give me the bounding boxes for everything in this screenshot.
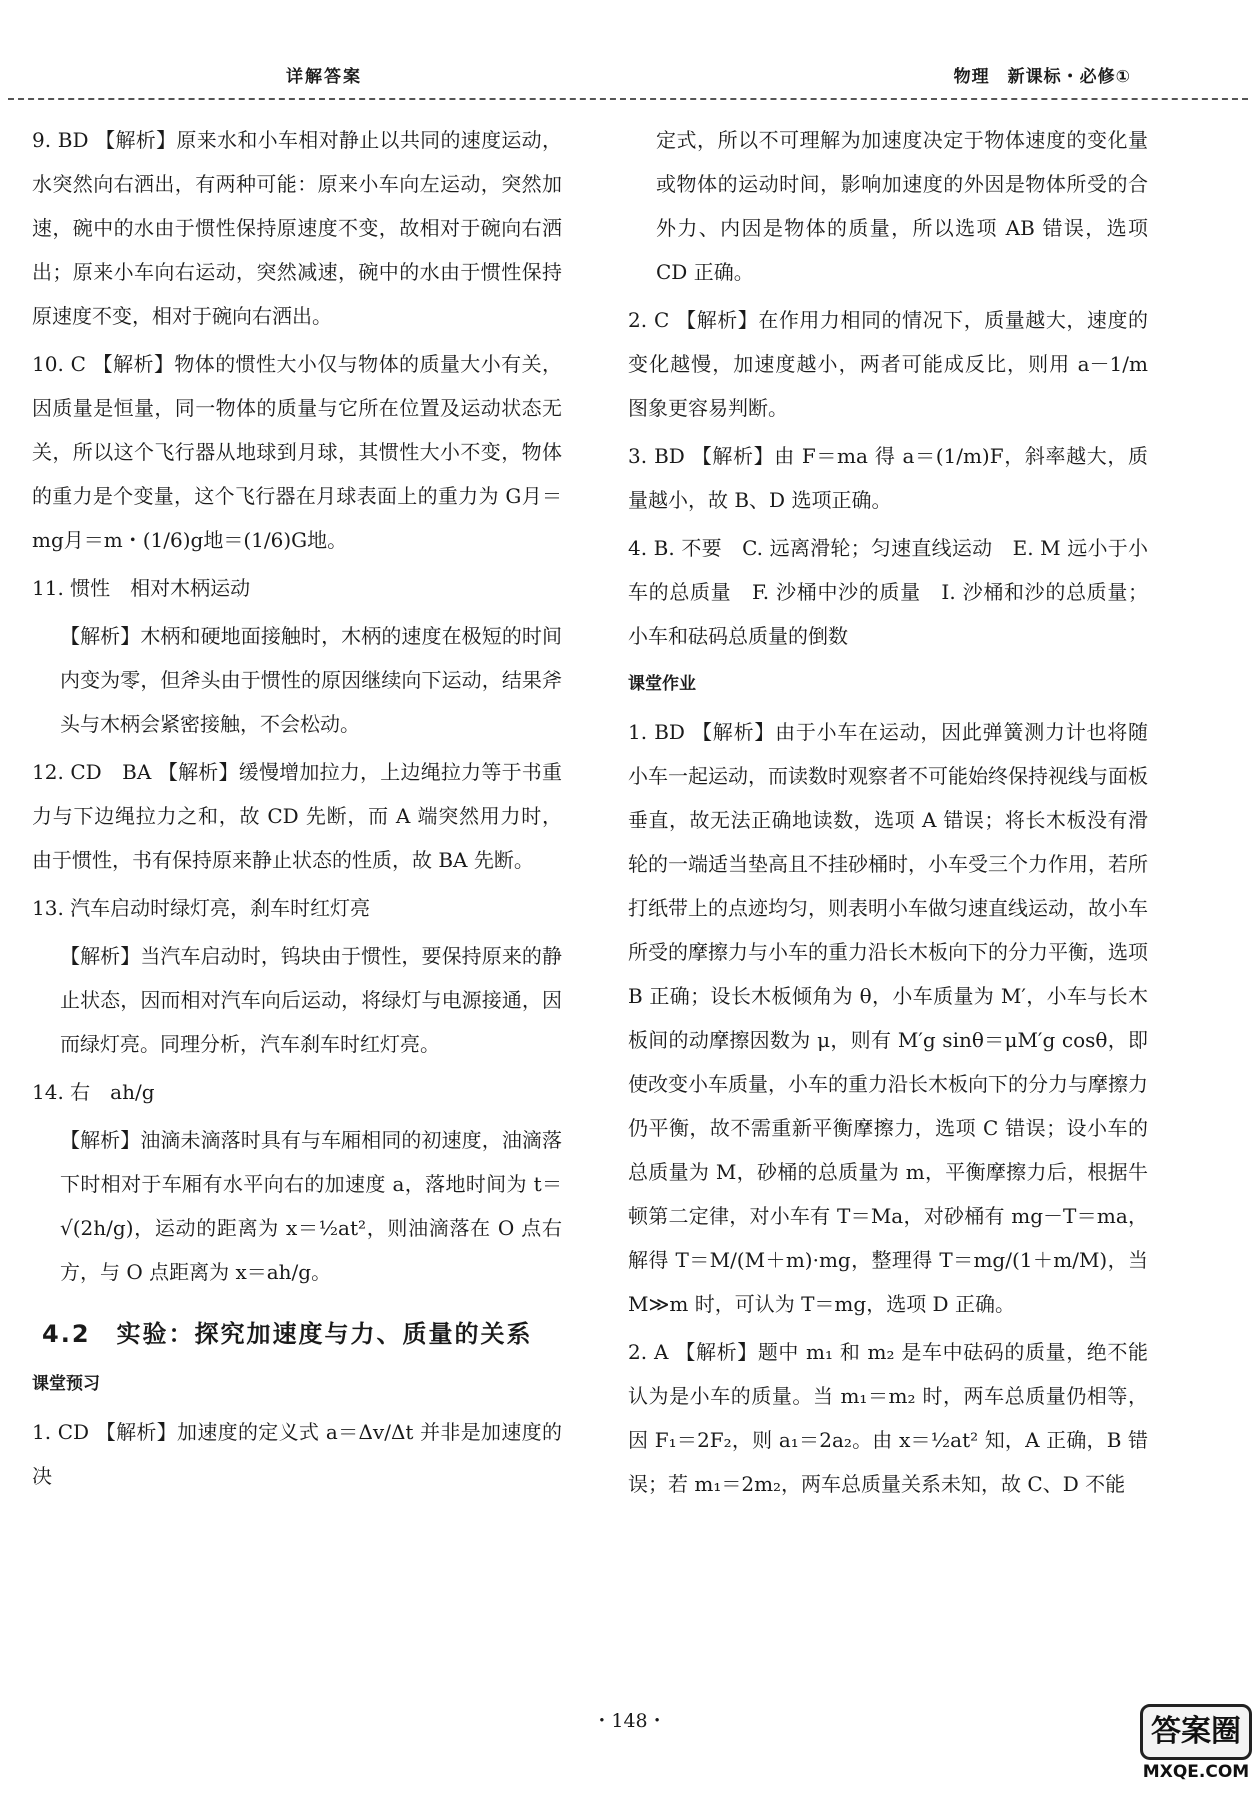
answer-q9: 9. BD 【解析】原来水和小车相对静止以共同的速度运动，水突然向右洒出，有两种可能：原来小车向左运动，突然加速，碗中的水由于惯性保持原速度不变，故相对于碗向右洒出；原来小车向右运动，突然减速，碗中的水由于惯性保持原速度不变，相对于碗向右洒出。 (32, 128, 562, 328)
answer-homework-1: 1. BD 【解析】由于小车在运动，因此弹簧测力计也将随小车一起运动，而读数时观察者不可能始终保持视线与面板垂直，故无法正确地读数，选项 A 错误；将长木板没有滑轮的一端适当垫高且不挂砂桶时，小车受三个力作用，若所打纸带上的点迹均匀，则表明小车做匀速直线运动，故小车所受的摩擦力与小车的重力沿长木板向下的分力平衡，选项 B 正确；设长木板倾角为 θ，小车质量为 M′，小车与长木板间的动摩擦因数为 μ，则有 M′g sinθ＝μM′g cosθ，即使改变小车质量，小车的重力沿长木板向下的分力与摩擦力仍平衡，故不需重新平衡摩擦力，选项 C 错误；设小车的总质量为 M，砂桶的总质量为 m，平衡摩擦力后，根据牛顿第二定律，对小车有 T＝Ma，对砂桶有 mg－T＝ma，解得 T＝M/(M＋m)·mg，整理得 T＝mg/(1＋m/M)，当 M≫m 时，可认为 T＝mg，选项 D 正确。 (628, 720, 1148, 1316)
header-divider (8, 98, 1248, 100)
answer-homework-2: 2. A 【解析】题中 m₁ 和 m₂ 是车中砝码的质量，绝不能认为是小车的质量。当 m₁＝m₂ 时，两车总质量仍相等，因 F₁＝2F₂，则 a₁＝2a₂。由 x＝½at² 知，A 正确，B 错误；若 m₁＝2m₂，两车总质量关系未知，故 C、D 不能 (628, 1340, 1148, 1496)
header-left-title: 详解答案 (286, 67, 362, 87)
analysis-q13: 【解析】当汽车启动时，钨块由于惯性，要保持原来的静止状态，因而相对汽车向后运动，将绿灯与电源接通，因而绿灯亮。同理分析，汽车刹车时红灯亮。 (60, 944, 562, 1056)
answer-preview-1-cont: 定式，所以不可理解为加速度决定于物体速度的变化量或物体的运动时间，影响加速度的外因是物体所受的合外力、内因是物体的质量，所以选项 AB 错误，选项 CD 正确。 (656, 128, 1148, 284)
watermark-logo (1140, 1704, 1252, 1792)
section-title: 4.2 实验：探究加速度与力、质量的关系 (42, 1320, 533, 1348)
page-header (0, 62, 1259, 98)
subsection-preview: 课堂预习 (32, 1374, 100, 1394)
answer-q10: 10. C 【解析】物体的惯性大小仅与物体的质量大小有关，因质量是恒量，同一物体的质量与它所在位置及运动状态无关，所以这个飞行器从地球到月球，其惯性大小不变，物体的重力是个变量，这个飞行器在月球表面上的重力为 G月＝mg月＝m・(1/6)g地＝(1/6)G地。 (32, 352, 562, 552)
analysis-q14: 【解析】油滴未滴落时具有与车厢相同的初速度，油滴落下时相对于车厢有水平向右的加速度 a，落地时间为 t＝√(2h/g)，运动的距离为 x＝½at²，则油滴落在 O 点右方，与 O 点距离为 x＝ah/g。 (60, 1128, 562, 1284)
left-column (32, 118, 562, 1502)
answer-preview-4: 4. B. 不要 C. 远离滑轮；匀速直线运动 E. M 远小于小车的总质量 F. 沙桶中沙的质量 I. 沙桶和沙的总质量；小车和砝码总质量的倒数 (628, 536, 1148, 648)
watermark-top-text: 答案圈 (1140, 1704, 1252, 1760)
subsection-homework: 课堂作业 (628, 674, 696, 694)
answer-preview-2: 2. C 【解析】在作用力相同的情况下，质量越大，速度的变化越慢，加速度越小，两者可能成反比，则用 a－1/m 图象更容易判断。 (628, 308, 1148, 420)
answer-q12: 12. CD BA 【解析】缓慢增加拉力，上边绳拉力等于书重力与下边绳拉力之和，故 CD 先断，而 A 端突然用力时，由于惯性，书有保持原来静止状态的性质，故 BA 先断。 (32, 760, 562, 872)
answer-q13: 13. 汽车启动时绿灯亮，刹车时红灯亮 (32, 896, 371, 920)
header-right-title: 物理 新课标・必修① (953, 67, 1131, 87)
analysis-q11: 【解析】木柄和硬地面接触时，木柄的速度在极短的时间内变为零，但斧头由于惯性的原因继续向下运动，结果斧头与木柄会紧密接触，不会松动。 (60, 624, 562, 736)
answer-preview-3: 3. BD 【解析】由 F＝ma 得 a＝(1/m)F，斜率越大，质量越小，故 B、D 选项正确。 (628, 444, 1148, 512)
answer-q14: 14. 右 ah/g (32, 1080, 155, 1104)
answer-q11: 11. 惯性 相对木柄运动 (32, 576, 251, 600)
right-column (628, 118, 1148, 1510)
watermark-bottom-text: MXQE.COM (1142, 1762, 1250, 1782)
answer-preview-1: 1. CD 【解析】加速度的定义式 a＝Δv/Δt 并非是加速度的决 (32, 1420, 562, 1488)
page-number: ・148・ (592, 1710, 667, 1732)
